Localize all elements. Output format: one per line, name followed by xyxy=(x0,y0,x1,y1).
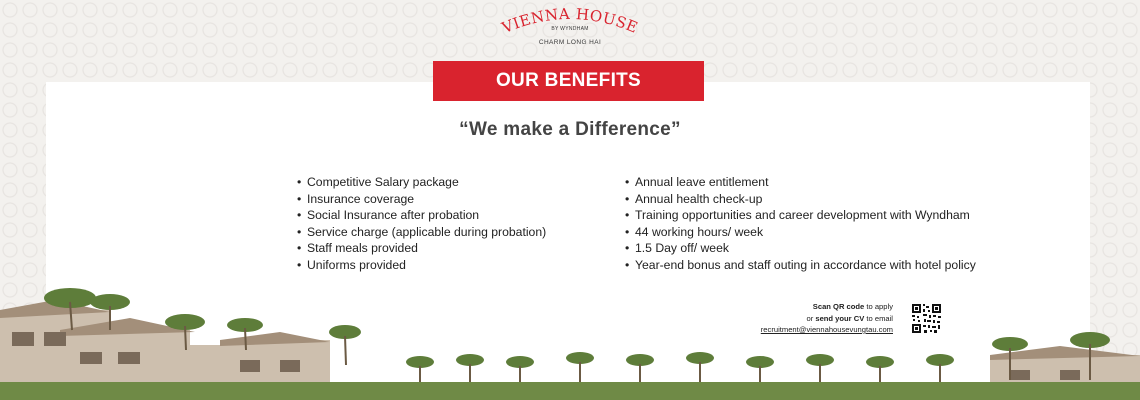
resort-illustration xyxy=(0,270,1140,400)
list-item: • Social Insurance after probation xyxy=(297,207,546,224)
list-item: • Training opportunities and career development with Wyndham xyxy=(625,207,976,224)
list-item: • Annual leave entitlement xyxy=(625,174,976,191)
list-item: • Annual health check-up xyxy=(625,191,976,208)
list-item: • Competitive Salary package xyxy=(297,174,546,191)
brand-name: VIENNA HOUSE xyxy=(499,6,641,36)
list-item: • Service charge (applicable during probation) xyxy=(297,224,546,241)
send-line: or send your CV to email xyxy=(806,313,893,323)
brand-location: CHARM LONG HAI xyxy=(538,39,602,46)
tagline: “We make a Difference” xyxy=(459,119,681,140)
list-item: • Uniforms provided xyxy=(297,257,546,274)
list-item: • 44 working hours/ week xyxy=(625,224,976,241)
scan-line: Scan QR code to apply xyxy=(812,302,893,311)
apply-info xyxy=(761,301,893,336)
benefits-banner xyxy=(433,61,704,101)
benefits-list-left xyxy=(297,174,546,274)
brand-by: BY WYNDHAM xyxy=(551,26,589,32)
list-item: • 1.5 Day off/ week xyxy=(625,240,976,257)
banner-title: OUR BENEFITS xyxy=(495,70,642,91)
qr-code-icon[interactable] xyxy=(911,303,942,334)
list-item: • Insurance coverage xyxy=(297,191,546,208)
email-link[interactable]: recruitment@viennahousevungtau.com xyxy=(760,325,893,334)
benefits-list-right xyxy=(625,174,976,274)
brand-logo xyxy=(495,6,645,48)
list-item: • Year-end bonus and staff outing in accordance with hotel policy xyxy=(625,257,976,274)
list-item: • Staff meals provided xyxy=(297,240,546,257)
